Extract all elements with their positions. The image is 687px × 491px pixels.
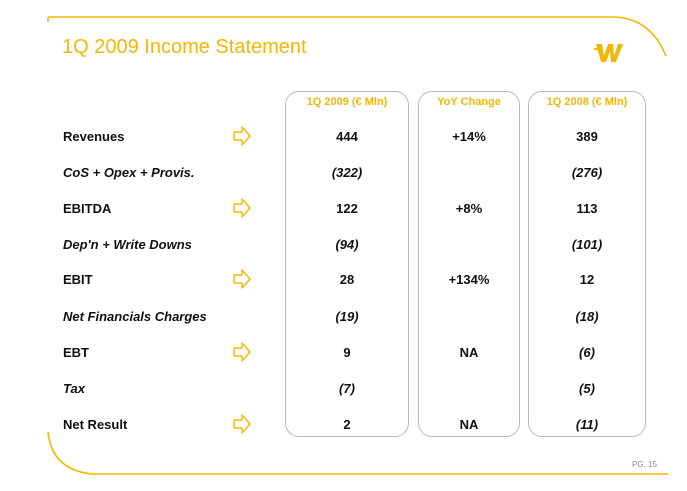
cell-1q2008: (276) (571, 165, 603, 180)
row-label: Net Result (63, 417, 128, 432)
cell-1q2009: (7) (339, 381, 355, 396)
row-label: Tax (63, 381, 85, 396)
row-label: EBT (63, 345, 89, 360)
column-header-yoy: YoY Change (437, 96, 501, 108)
cell-1q2008: (5) (579, 381, 595, 396)
arrow-right-icon (232, 198, 252, 218)
cell-yoy: NA (459, 345, 479, 360)
row-label: Revenues (63, 129, 125, 144)
cell-1q2009: 2 (343, 417, 351, 432)
row-label: Net Financials Charges (63, 309, 207, 324)
column-header-1q2009: 1Q 2009 (€ Mln) (306, 96, 388, 108)
cell-1q2009: 122 (336, 201, 358, 216)
column-header-1q2008: 1Q 2008 (€ Mln) (546, 96, 628, 108)
cell-1q2008: (11) (575, 417, 599, 432)
cell-1q2008: 389 (576, 129, 598, 144)
cell-yoy: NA (459, 417, 479, 432)
slide-title: 1Q 2009 Income Statement (62, 36, 307, 58)
cell-1q2008: (18) (575, 309, 599, 324)
stylized-w-logo-icon (594, 42, 624, 64)
cell-yoy: +14% (452, 129, 486, 144)
cell-1q2009: 444 (336, 129, 358, 144)
cell-1q2008: (101) (571, 237, 603, 252)
row-label: CoS + Opex + Provis. (63, 165, 195, 180)
cell-1q2009: 28 (339, 272, 355, 287)
arrow-right-icon (232, 126, 252, 146)
cell-1q2009: (322) (331, 165, 363, 180)
cell-1q2008: 113 (576, 201, 598, 216)
arrow-right-icon (232, 414, 252, 434)
cell-1q2008: (6) (579, 345, 595, 360)
page-number: PG. 15 (632, 460, 657, 469)
arrow-right-icon (232, 342, 252, 362)
row-label: EBIT (63, 272, 93, 287)
cell-1q2009: 9 (343, 345, 351, 360)
cell-1q2009: (94) (335, 237, 359, 252)
cell-1q2009: (19) (335, 309, 359, 324)
cell-yoy: +8% (455, 201, 483, 216)
row-label: EBITDA (63, 201, 112, 216)
cell-1q2008: 12 (579, 272, 595, 287)
arrow-right-icon (232, 269, 252, 289)
row-label: Dep'n + Write Downs (63, 237, 192, 252)
cell-yoy: +134% (448, 272, 490, 287)
